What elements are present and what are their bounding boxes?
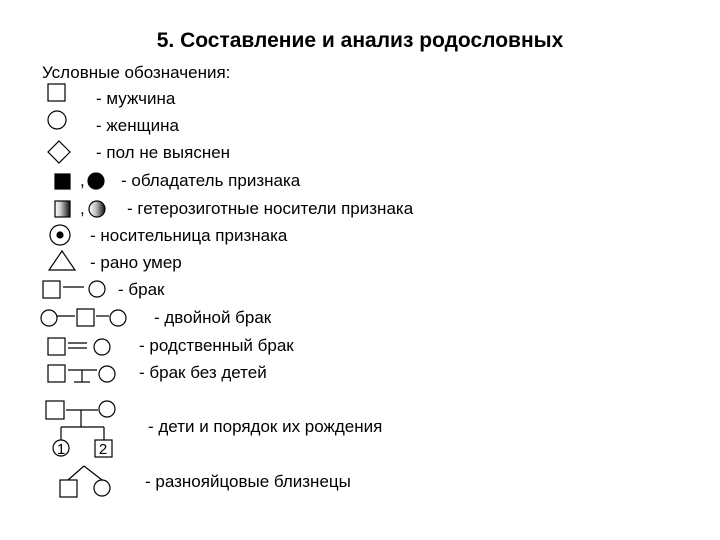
label-heterozygous: - гетерозиготные носители признака: [127, 199, 414, 218]
legend-heading: Условные обозначения:: [42, 63, 231, 82]
affected-male-icon: [55, 174, 70, 189]
carrier-dot-icon: [57, 232, 63, 238]
label-marriage: - брак: [118, 280, 165, 299]
died-early-triangle-icon: [49, 251, 75, 270]
label-died-early: - рано умер: [90, 253, 182, 272]
label-female: - женщина: [96, 116, 179, 135]
double-marriage-symbol: [41, 309, 126, 326]
consanguineous-marriage-symbol: [48, 338, 110, 355]
marriage-symbol: [43, 281, 105, 298]
birth-order-1: 1: [56, 441, 66, 458]
label-double-marriage: - двойной брак: [154, 308, 272, 327]
heterozygous-female-icon: [89, 201, 105, 217]
label-consanguineous: - родственный брак: [139, 336, 294, 355]
comma-heterozygous: ,: [80, 199, 85, 218]
dizygotic-twins-symbol: [60, 466, 110, 497]
label-unknown-sex: - пол не выяснен: [96, 143, 231, 162]
unknown-sex-diamond-icon: [48, 141, 70, 163]
page-title: 5. Составление и анализ родословных: [156, 29, 564, 52]
label-children-order: - дети и порядок их рождения: [148, 417, 383, 436]
childless-marriage-symbol: [48, 365, 115, 382]
label-male: - мужчина: [96, 89, 176, 108]
female-circle-icon: [48, 111, 66, 129]
affected-female-icon: [88, 173, 104, 189]
label-dizygotic-twins: - разнояйцовые близнецы: [145, 472, 351, 491]
label-childless: - брак без детей: [139, 363, 267, 382]
male-square-icon: [48, 84, 65, 101]
label-affected: - обладатель признака: [121, 171, 301, 190]
heterozygous-male-icon: [55, 201, 70, 217]
label-carrier: - носительница признака: [90, 226, 288, 245]
birth-order-2: 2: [98, 441, 108, 458]
comma-affected: ,: [80, 171, 85, 190]
